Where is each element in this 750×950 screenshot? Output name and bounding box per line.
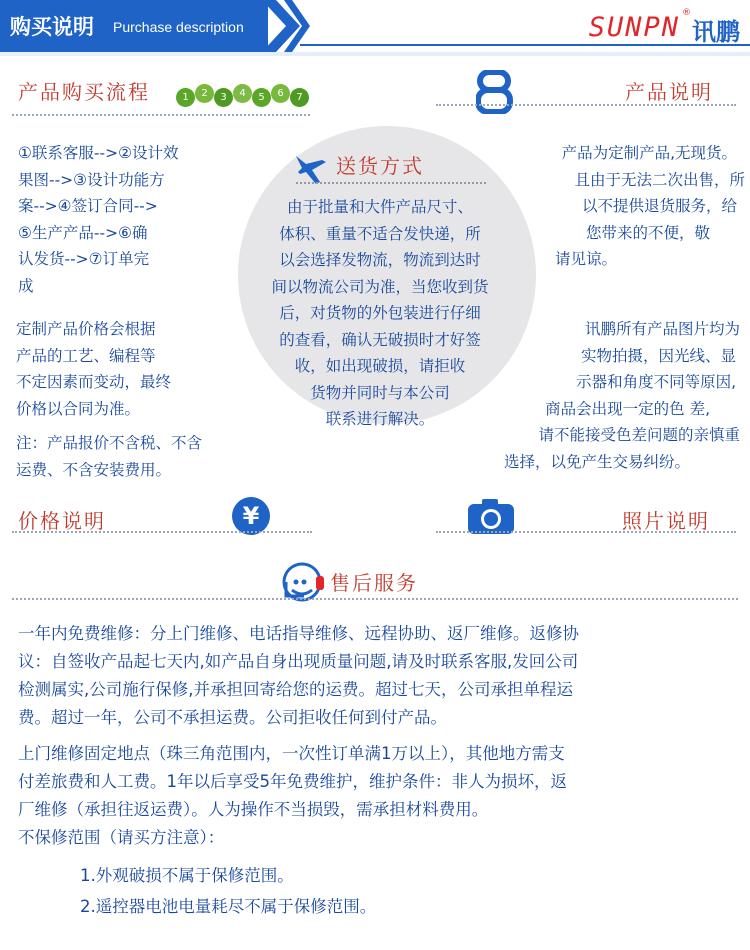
after-sales-line: 不保修范围（请买方注意）： bbox=[18, 828, 225, 847]
shipping-line: 后，对货物的外包装进行仔细 bbox=[279, 304, 481, 322]
process-line: 成 bbox=[18, 276, 34, 295]
yen-icon: ¥ bbox=[232, 497, 270, 535]
price-title: 价格说明 bbox=[18, 509, 106, 533]
after-sales-divider bbox=[12, 598, 738, 600]
price-divider bbox=[12, 531, 312, 533]
photo-divider bbox=[436, 531, 736, 533]
after-sales-title: 售后服务 bbox=[330, 571, 418, 595]
after-sales-exclusions bbox=[80, 860, 680, 922]
shipping-line: 收，如出现破损，请拒收 bbox=[294, 357, 466, 375]
product-desc-line: 产品为定制产品,无现货。 bbox=[561, 144, 737, 162]
after-sales-line: 检测属实,公司施行保修,并承担回寄给您的运费。超过七天，公司承担单程运 bbox=[18, 680, 573, 699]
price-note-line: 注：产品报价不含税、不含 bbox=[16, 434, 203, 452]
after-sales-line: 付差旅费和人工费。1年以后享受5年免费维护，维护条件：非人为损坏，返 bbox=[18, 772, 567, 791]
exclusion-item: 2.遥控器电池电量耗尽不属于保修范围。 bbox=[80, 897, 377, 916]
product-desc-line: 以不提供退货服务，给 bbox=[581, 197, 737, 215]
process-step-dot: 2 bbox=[195, 84, 214, 103]
after-sales-para2 bbox=[18, 740, 748, 852]
product-desc-line: 请见谅。 bbox=[554, 250, 617, 268]
process-line: ①联系客服-->②设计效 bbox=[18, 144, 179, 162]
shipping-line: 以会选择发物流，物流到达时 bbox=[279, 251, 481, 269]
price-text bbox=[16, 316, 241, 422]
shipping-divider bbox=[296, 182, 486, 184]
photo-text bbox=[440, 316, 740, 475]
after-sales-line: 费。超过一年，公司不承担运费。公司拒收任何到付产品。 bbox=[18, 708, 447, 727]
after-sales-para1 bbox=[18, 620, 748, 732]
product-desc-divider bbox=[436, 104, 736, 106]
photo-line: 请不能接受色差问题的亲慎重 bbox=[538, 426, 740, 444]
process-step-dot: 5 bbox=[252, 88, 271, 107]
process-title: 产品购买流程 bbox=[18, 80, 150, 104]
header-title-en: Purchase description bbox=[113, 19, 244, 35]
brand-logo-latin: SUNPN bbox=[588, 12, 680, 43]
process-step-dot: 4 bbox=[233, 84, 252, 103]
after-sales-line: 一年内免费维修：分上门维修、电话指导维修、远程协助、返厂维修。返修协 bbox=[18, 624, 579, 643]
product-desc-line: 您带来的不便，敬 bbox=[585, 223, 710, 242]
price-note bbox=[16, 430, 276, 483]
brand-logo-registered: ® bbox=[682, 8, 691, 18]
process-step-dot: 3 bbox=[214, 88, 233, 107]
price-line: 价格以合同为准。 bbox=[16, 399, 141, 418]
exclusion-item: 1.外观破损不属于保修范围。 bbox=[80, 866, 294, 885]
header-divider bbox=[0, 52, 750, 56]
price-note-line: 运费、不含安装费用。 bbox=[16, 460, 172, 479]
process-line: ⑤生产产品-->⑥确 bbox=[18, 223, 148, 242]
airplane-icon bbox=[292, 150, 332, 190]
camera-icon bbox=[466, 496, 516, 536]
price-line: 产品的工艺、编程等 bbox=[16, 346, 156, 365]
header-title-block bbox=[0, 0, 268, 52]
photo-line: 选择，以免产生交易纠纷。 bbox=[503, 452, 690, 471]
after-sales-line: 厂维修（承担往返运费）。人为操作不当损毁，需承担材料费用。 bbox=[18, 800, 489, 819]
shipping-line: 由于批量和大件产品尺寸、 bbox=[286, 198, 473, 216]
photo-line: 讯鹏所有产品图片均为 bbox=[584, 320, 740, 338]
process-step-dot: 1 bbox=[176, 88, 195, 107]
shipping-line: 的查看，确认无破损时才好签 bbox=[279, 330, 481, 349]
shipping-title: 送货方式 bbox=[336, 154, 424, 178]
photo-line: 商品会出现一定的色 差, bbox=[545, 399, 710, 418]
process-divider bbox=[12, 114, 310, 116]
product-desc-title: 产品说明 bbox=[625, 80, 713, 104]
after-sales-line: 议：自签收产品起七天内,如产品自身出现质量问题,请及时联系客服,发回公司 bbox=[18, 652, 579, 671]
process-step-dot: 6 bbox=[271, 84, 290, 103]
price-line: 定制产品价格会根据 bbox=[16, 320, 156, 338]
photo-line: 示器和角度不同等原因, bbox=[576, 373, 736, 391]
product-desc-line: 且由于无法二次出售，所 bbox=[574, 170, 745, 189]
header-title-cn: 购买说明 bbox=[10, 15, 94, 39]
after-sales-line: 上门维修固定地点（珠三角范围内，一次性订单满1万以上），其他地方需支 bbox=[18, 744, 565, 763]
process-line: 案-->④签订合同--> bbox=[18, 197, 158, 215]
header-chevron-icon bbox=[262, 0, 310, 52]
photo-title: 照片说明 bbox=[622, 509, 710, 533]
price-line: 不定因素而变动，最终 bbox=[16, 373, 172, 391]
shipping-line: 联系进行解决。 bbox=[325, 410, 435, 428]
process-step-dot: 7 bbox=[290, 88, 309, 107]
header-blue-line bbox=[300, 44, 750, 46]
shipping-line: 间以物流公司为准，当您收到货 bbox=[271, 277, 489, 296]
number-eight-icon bbox=[476, 70, 514, 114]
process-steps-icon bbox=[176, 78, 312, 112]
shipping-line: 货物并同时与本公司 bbox=[310, 383, 450, 402]
photo-line: 实物拍摄，因光线、显 bbox=[580, 346, 736, 365]
process-text bbox=[18, 140, 238, 299]
process-line: 果图-->③设计功能方 bbox=[18, 170, 165, 189]
shipping-line: 体积、重量不适合发快递，所 bbox=[279, 224, 481, 243]
brand-logo-cn: 讯鹏 bbox=[692, 18, 740, 46]
process-line: 认发货-->⑦订单完 bbox=[18, 250, 150, 268]
